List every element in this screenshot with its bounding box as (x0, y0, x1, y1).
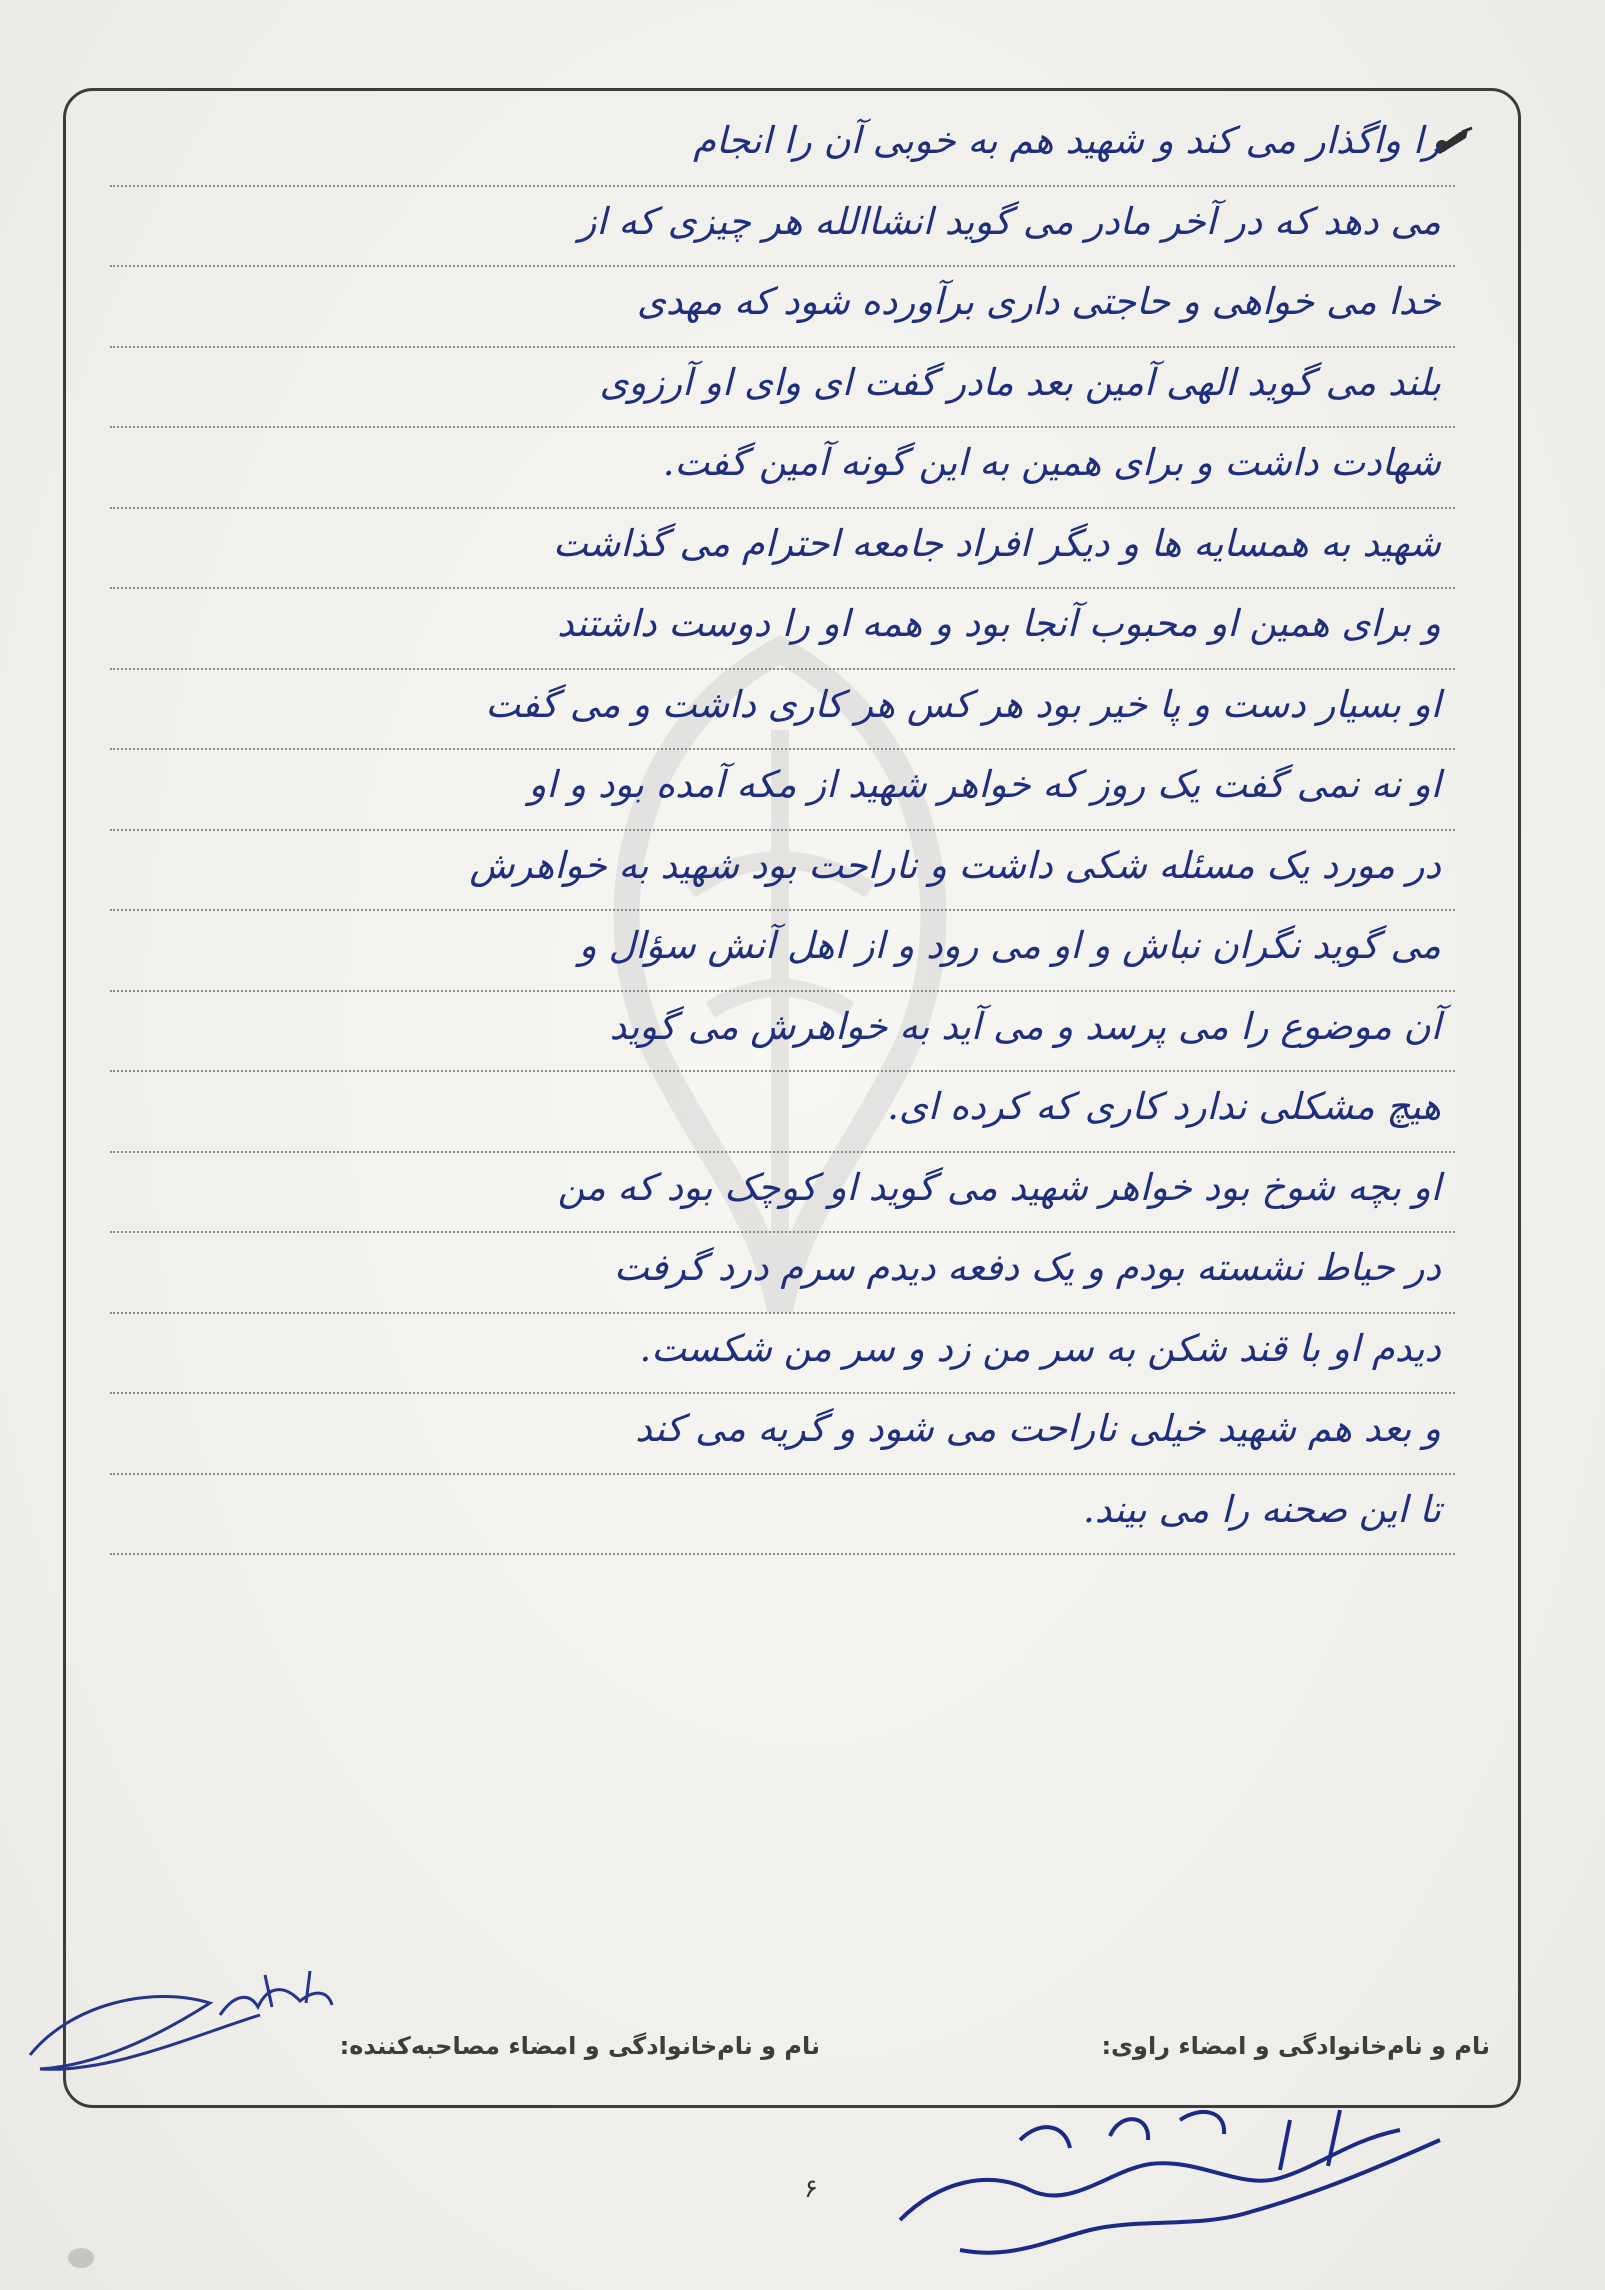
text-line: او بچه شوخ بود خواهر شهید می گوید او کوچک بود که من (110, 1153, 1455, 1234)
text-line: را واگذار می کند و شهید هم به خوبی آن را انجام (110, 106, 1455, 187)
page-number: ۶ (804, 2174, 818, 2204)
text-line: و بعد هم شهید خیلی ناراحت می شود و گریه می کند (110, 1394, 1455, 1475)
text-line: او بسیار دست و پا خیر بود هر کس هر کاری داشت و می گفت (110, 670, 1455, 751)
text-line: در حیاط نشسته بودم و یک دفعه دیدم سرم درد گرفت (110, 1233, 1455, 1314)
text-line: می گوید نگران نباش و او می رود و از اهل آنش سؤال و (110, 911, 1455, 992)
text-line: و برای همین او محبوب آنجا بود و همه او را دوست داشتند (110, 589, 1455, 670)
narrator-signature-label: نام و نام‌خانوادگی و امضاء راوی: (1101, 2032, 1490, 2060)
handwritten-body (110, 106, 1455, 1555)
interviewer-signature (880, 2100, 1480, 2290)
text-line: آن موضوع را می پرسد و می آید به خواهرش می گوید (110, 992, 1455, 1073)
ink-smudge (68, 2248, 94, 2268)
text-line: می دهد که در آخر مادر می گوید انشاالله هر چیزی که از (110, 187, 1455, 268)
text-line: خدا می خواهی و حاجتی داری برآورده شود که مهدی (110, 267, 1455, 348)
text-line: دیدم او با قند شکن به سر من زد و سر من شکست. (110, 1314, 1455, 1395)
text-line: تا این صحنه را می بیند. (110, 1475, 1455, 1556)
text-line: شهید به همسایه ها و دیگر افراد جامعه احترام می گذاشت (110, 509, 1455, 590)
text-line: شهادت داشت و برای همین به این گونه آمین گفت. (110, 428, 1455, 509)
text-line: بلند می گوید الهی آمین بعد مادر گفت ای وای او آرزوی (110, 348, 1455, 429)
interviewer-signature-label: نام و نام‌خانوادگی و امضاء مصاحبه‌کننده: (339, 2032, 820, 2060)
signature-labels (300, 2020, 1490, 2066)
text-line: در مورد یک مسئله شکی داشت و ناراحت بود شهید به خواهرش (110, 831, 1455, 912)
text-line: هیچ مشکلی ندارد کاری که کرده ای. (110, 1072, 1455, 1153)
text-line: او نه نمی گفت یک روز که خواهر شهید از مکه آمده بود و او (110, 750, 1455, 831)
narrator-signature (10, 1945, 350, 2085)
